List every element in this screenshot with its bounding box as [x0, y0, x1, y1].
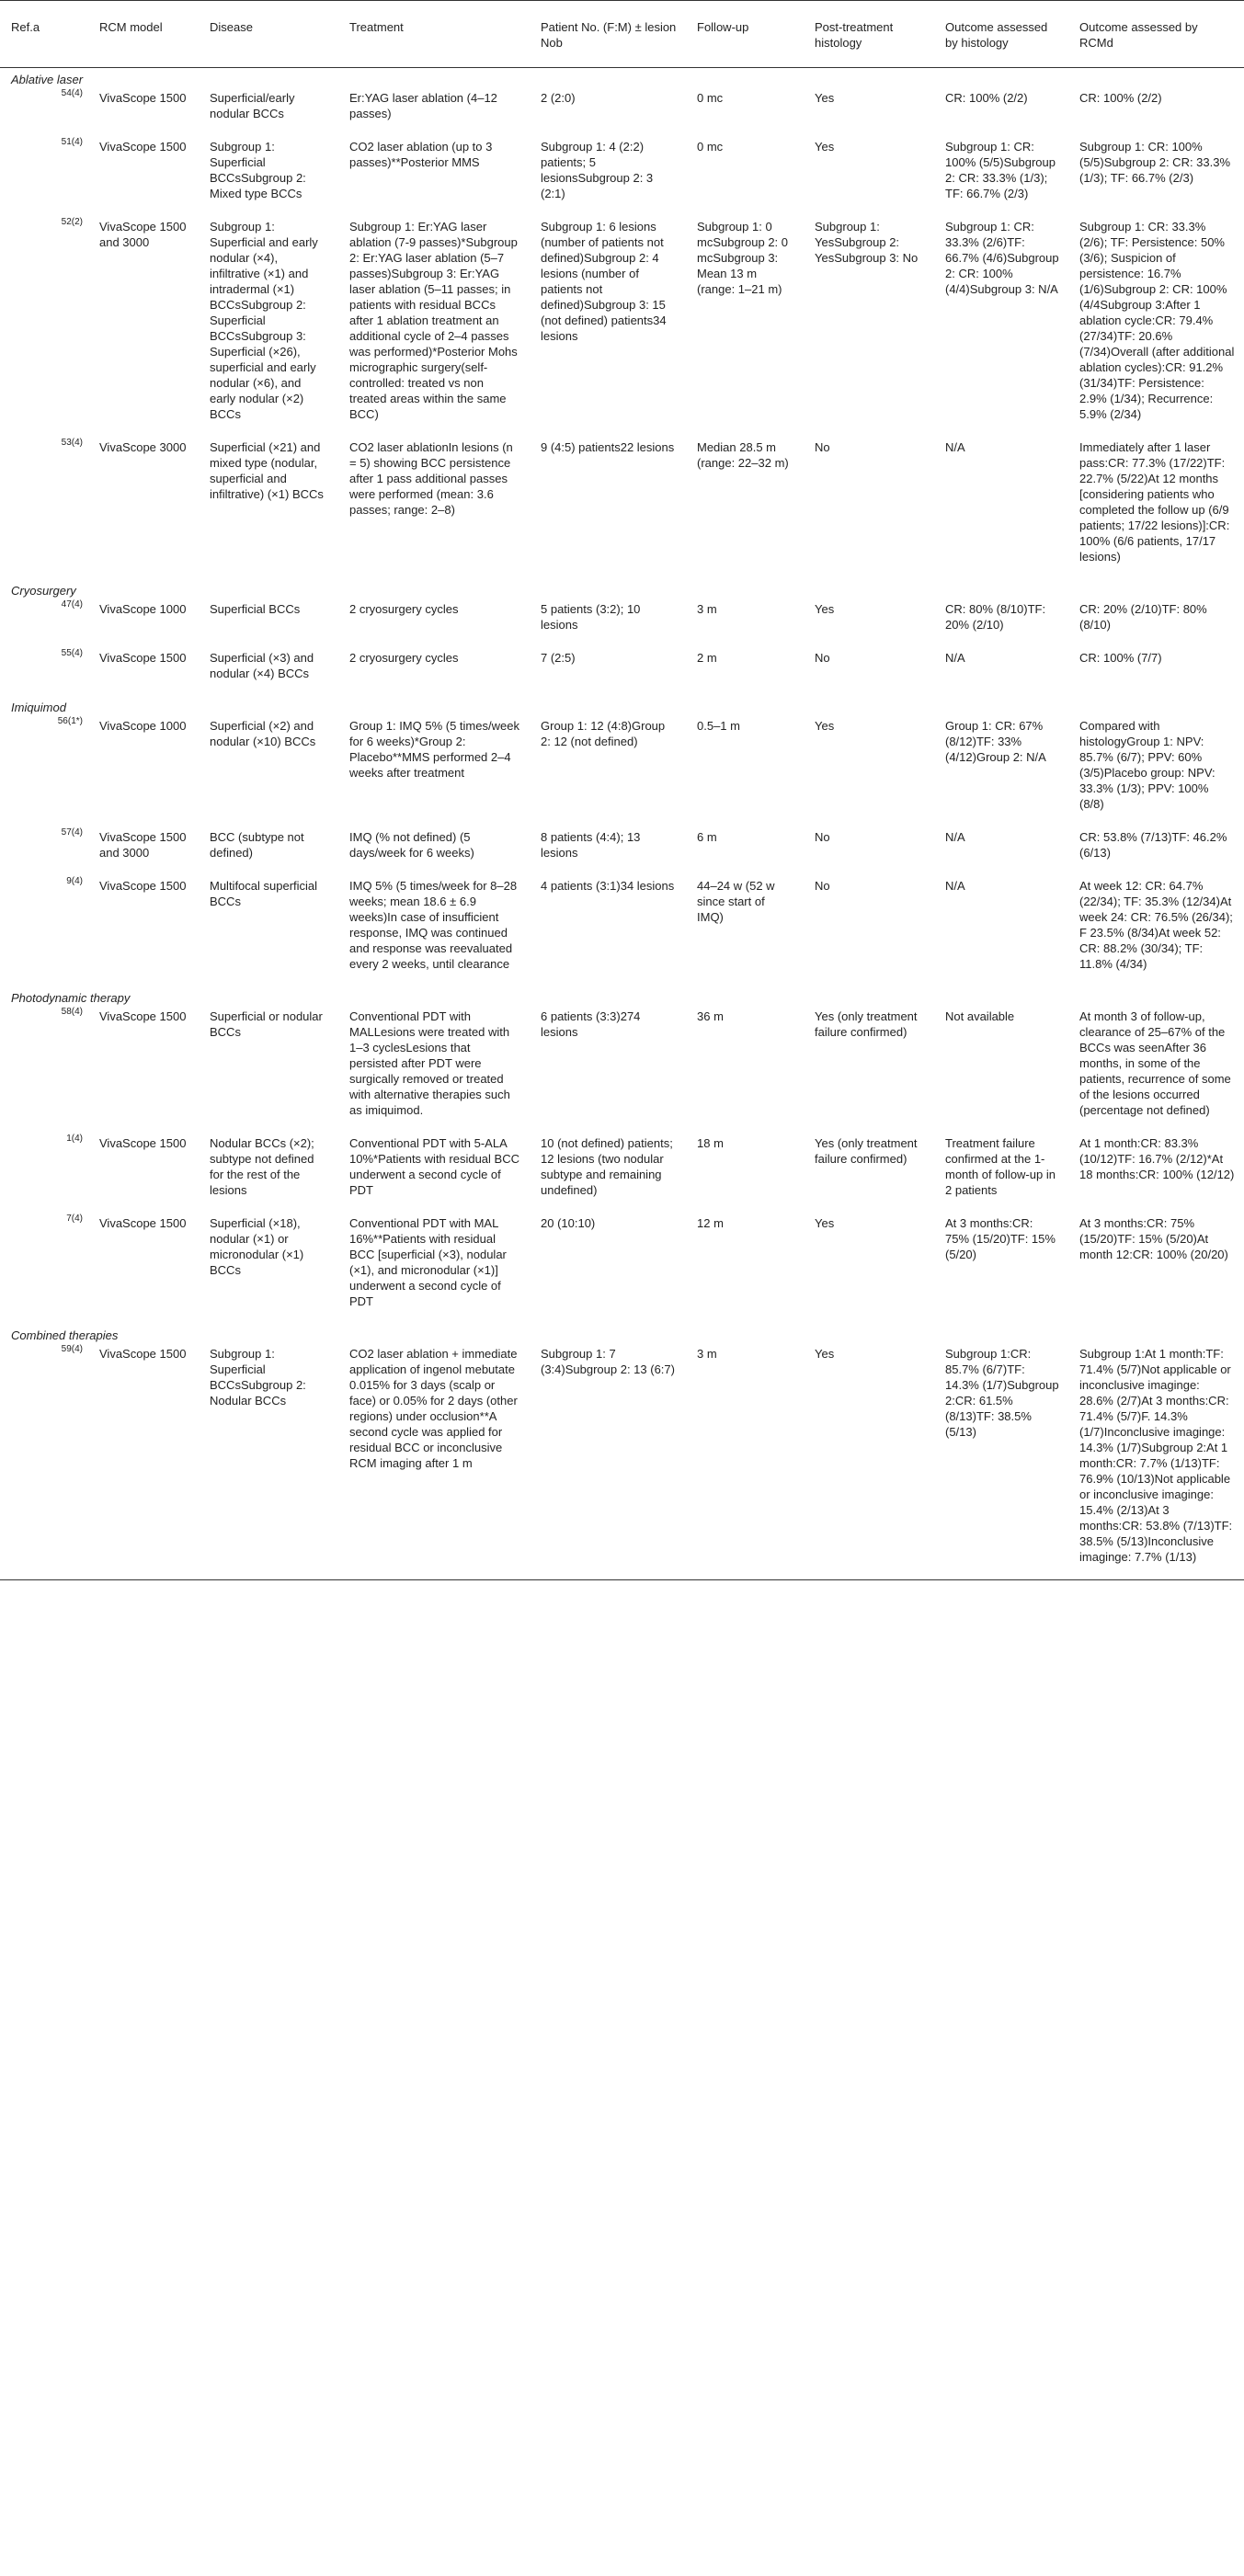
ref-cell: 1(4)	[66, 1134, 83, 1144]
histology-cell: Yes (only treatment failure confirmed)	[815, 1136, 918, 1166]
disease-cell: Superficial (×18), nodular (×1) or micronodular (×1) BCCs	[210, 1216, 304, 1277]
outcome-rcm-cell: CR: 100% (7/7)	[1079, 651, 1162, 665]
disease-cell: Superficial or nodular BCCs	[210, 1009, 323, 1039]
outcome-histology-cell: N/A	[945, 651, 965, 665]
ref-cell: 56(1*)	[57, 716, 83, 726]
table-row	[0, 136, 1244, 216]
rcm-model-cell: VivaScope 1500	[99, 1009, 187, 1023]
section-row	[0, 696, 1244, 715]
table-row	[0, 1133, 1244, 1213]
treatment-cell: 2 cryosurgery cycles	[349, 651, 459, 665]
outcome-rcm-cell: At month 3 of follow-up, clearance of 25–67% of the BCCs was seenAfter 36 months, in some of the patients, recurrence of some of the lesions occurred (percentage not defined)	[1079, 1009, 1231, 1117]
treatment-cell: CO2 laser ablation (up to 3 passes)**Posterior MMS	[349, 140, 493, 169]
disease-cell: Subgroup 1: Superficial BCCsSubgroup 2: Nodular BCCs	[199, 1343, 338, 1580]
patients-cell: 10 (not defined) patients; 12 lesions (two nodular subtype and remaining undefined)	[541, 1136, 673, 1197]
follow-up-cell: 0 mc	[697, 140, 724, 154]
treatment-cell: Subgroup 1: Er:YAG laser ablation (7-9 passes)*Subgroup 2: Er:YAG laser ablation (5–7 passes)Subgroup 3: Er:YAG laser ablation (5–11 passes; in patients with residual BCCs after 1 ablation treatment an additional cycle of 2–4 passes was performed)*Posterior Mohs micrographic surgery(self-controlled: treated vs non treated areas within the same BCC)	[349, 220, 518, 421]
outcome-histology-cell: N/A	[945, 879, 965, 893]
header-outcome-histology: Outcome assessed by histology	[934, 1, 1068, 68]
ref-cell: 59(4)	[0, 1343, 88, 1580]
table-row	[0, 875, 1244, 986]
histology-cell: Yes	[815, 719, 835, 733]
section-title: Cryosurgery	[11, 584, 76, 598]
header-post-histology: Post-treatment histology	[804, 1, 934, 68]
outcome-rcm-cell: Subgroup 1: CR: 100% (5/5)Subgroup 2: CR: 33.3% (1/3); TF: 66.7% (2/3)	[1079, 140, 1231, 185]
patients-cell: 5 patients (3:2); 10 lesions	[541, 602, 641, 632]
table-row	[0, 1213, 1244, 1324]
header-patients: Patient No. (F:M) ± lesion Nob	[530, 1, 686, 68]
outcome-rcm-cell: Subgroup 1:At 1 month:TF: 71.4% (5/7)Not applicable or inconclusive imaginge: 28.6% (2/7)At 3 months:CR: 71.4% (5/7)F. 14.3% (1/7)Inconclusive imaginge: 14.3% (1/7)Subgroup 2:At 1 month:CR: 7.7% (1/13)TF: 76.9% (10/13)Not applicable or inconclusive imaginge: 15.4% (2/13)At 3 months:CR: 53.8% (7/13)TF: 38.5% (5/13)Inconclusive imaginge: 7.7% (1/13)	[1068, 1343, 1244, 1580]
rcm-model-cell: VivaScope 1500	[99, 91, 187, 105]
header-outcome-rcm: Outcome assessed by RCMd	[1068, 1, 1244, 68]
header-disease: Disease	[199, 1, 338, 68]
disease-cell: Multifocal superficial BCCs	[210, 879, 318, 908]
patients-cell: 2 (2:0)	[541, 91, 576, 105]
rcm-model-cell: VivaScope 1500 and 3000	[99, 830, 187, 860]
rcm-model-cell: VivaScope 1500	[99, 140, 187, 154]
ref-cell: 57(4)	[61, 827, 83, 838]
treatment-cell: IMQ 5% (5 times/week for 8–28 weeks; mean 18.6 ± 6.9 weeks)In case of insufficient response, IMQ was continued and response was reevaluated every 2 weeks, until clearance	[349, 879, 518, 971]
outcome-rcm-cell: Subgroup 1: CR: 33.3% (2/6); TF: Persistence: 50% (3/6); Suspicion of persistence: 16.7% (1/6)Subgroup 2: CR: 100% (4/4Subgroup 3:After 1 ablation cycle:CR: 79.4% (27/34)TF: 20.6% (7/34)Overall (after additional ablation cycles):CR: 91.2% (31/34)TF: Persistence: 2.9% (1/34); Recurrence: 5.9% (2/34)	[1079, 220, 1235, 421]
follow-up-cell: 3 m	[697, 602, 717, 616]
outcome-histology-cell: Group 1: CR: 67% (8/12)TF: 33% (4/12)Group 2: N/A	[945, 719, 1046, 764]
table-row	[0, 598, 1244, 647]
outcome-rcm-cell: CR: 100% (2/2)	[1079, 91, 1162, 105]
outcome-histology-cell: CR: 80% (8/10)TF: 20% (2/10)	[945, 602, 1046, 632]
section-title: Ablative laser	[11, 73, 84, 86]
outcome-histology-cell: Treatment failure confirmed at the 1-month of follow-up in 2 patients	[945, 1136, 1056, 1197]
outcome-rcm-cell: At 3 months:CR: 75% (15/20)TF: 15% (5/20)At month 12:CR: 100% (20/20)	[1079, 1216, 1228, 1261]
table-body	[0, 68, 1244, 1580]
follow-up-cell: 18 m	[697, 1136, 724, 1150]
table-row	[0, 1343, 1244, 1580]
follow-up-cell: 0.5–1 m	[697, 719, 740, 733]
histology-cell: No	[815, 879, 830, 893]
follow-up-cell: 12 m	[697, 1216, 724, 1230]
disease-cell: Subgroup 1: Superficial and early nodular (×4), infiltrative (×1) and intradermal (×1) BCCsSubgroup 2: Superficial BCCsSubgroup 3: Superficial (×26), superficial and early nodular (×6), and early nodular (×2) BCCs	[210, 220, 318, 421]
histology-cell: Subgroup 1: YesSubgroup 2: YesSubgroup 3: No	[815, 220, 919, 265]
outcome-histology-cell: N/A	[945, 440, 965, 454]
table-row	[0, 1006, 1244, 1133]
outcome-histology-cell: N/A	[945, 830, 965, 844]
table-row	[0, 437, 1244, 579]
table-row	[0, 216, 1244, 437]
treatment-cell: Conventional PDT with MALLesions were treated with 1–3 cyclesLesions that persisted after PDT were surgically removed or treated with alternative therapies such as imiquimod.	[349, 1009, 510, 1117]
section-row	[0, 579, 1244, 598]
treatment-cell: Conventional PDT with MAL 16%**Patients with residual BCC [superficial (×3), nodular (×1), and micronodular (×1)] underwent a second cycle of PDT	[349, 1216, 507, 1308]
table-header-row	[0, 1, 1244, 68]
table-row	[0, 87, 1244, 136]
rcm-model-cell: VivaScope 1000	[99, 602, 187, 616]
disease-cell: Superficial/early nodular BCCs	[210, 91, 295, 120]
ref-cell: 7(4)	[66, 1214, 83, 1224]
histology-cell: No	[815, 651, 830, 665]
follow-up-cell: 0 mc	[697, 91, 724, 105]
follow-up-cell: Subgroup 1: 0 mcSubgroup 2: 0 mcSubgroup 3: Mean 13 m (range: 1–21 m)	[697, 220, 789, 296]
disease-cell: Superficial (×3) and nodular (×4) BCCs	[210, 651, 314, 680]
patients-cell: Group 1: 12 (4:8)Group 2: 12 (not defined)	[541, 719, 666, 748]
treatment-cell: Conventional PDT with 5-ALA 10%*Patients with residual BCC underwent a second cycle of PDT	[349, 1136, 519, 1197]
outcome-histology-cell: Subgroup 1: CR: 100% (5/5)Subgroup 2: CR: 33.3% (1/3); TF: 66.7% (2/3)	[945, 140, 1056, 200]
follow-up-cell: Median 28.5 m (range: 22–32 m)	[697, 440, 789, 470]
follow-up-cell: 6 m	[697, 830, 717, 844]
table-row	[0, 647, 1244, 696]
outcome-rcm-cell: At 1 month:CR: 83.3% (10/12)TF: 16.7% (2/12)*At 18 months:CR: 100% (12/12)	[1079, 1136, 1235, 1181]
outcome-rcm-cell: Compared with histologyGroup 1: NPV: 85.7% (6/7); PPV: 60% (3/5)Placebo group: NPV: 33.3% (1/3); PPV: 100% (8/8)	[1079, 719, 1215, 811]
rcm-model-cell: VivaScope 1000	[99, 719, 187, 733]
histology-cell: Yes	[815, 91, 835, 105]
histology-cell: Yes (only treatment failure confirmed)	[815, 1009, 918, 1039]
section-title: Photodynamic therapy	[11, 991, 131, 1005]
disease-cell: Nodular BCCs (×2); subtype not defined for the rest of the lesions	[210, 1136, 314, 1197]
outcome-rcm-cell: Immediately after 1 laser pass:CR: 77.3% (17/22)TF: 22.7% (5/22)At 12 months [considering patients who completed the follow up (6/9 patients; 17/22 lesions)]:CR: 100% (6/6 patients, 17/17 lesions)	[1079, 440, 1230, 564]
treatment-cell: 2 cryosurgery cycles	[349, 602, 459, 616]
outcome-histology-cell: Subgroup 1: CR: 33.3% (2/6)TF: 66.7% (4/6)Subgroup 2: CR: 100% (4/4)Subgroup 3: N/A	[945, 220, 1059, 296]
treatment-cell: CO2 laser ablation + immediate application of ingenol mebutate 0.015% for 3 days (scalp or face) or 0.05% for 2 days (other regions) under occlusion**A second cycle was applied for residual BCC or inconclusive RCM imaging after 1 m	[338, 1343, 530, 1580]
patients-cell: 8 patients (4:4); 13 lesions	[541, 830, 641, 860]
patients-cell: 4 patients (3:1)34 lesions	[541, 879, 675, 893]
treatment-cell: Group 1: IMQ 5% (5 times/week for 6 weeks)*Group 2: Placebo**MMS performed 2–4 weeks after treatment	[349, 719, 519, 780]
outcome-histology-cell: CR: 100% (2/2)	[945, 91, 1028, 105]
header-ref: Ref.a	[0, 1, 88, 68]
patients-cell: Subgroup 1: 4 (2:2) patients; 5 lesionsSubgroup 2: 3 (2:1)	[541, 140, 654, 200]
histology-cell: Yes	[815, 140, 835, 154]
disease-cell: BCC (subtype not defined)	[210, 830, 304, 860]
outcome-histology-cell: Subgroup 1:CR: 85.7% (6/7)TF: 14.3% (1/7)Subgroup 2:CR: 61.5% (8/13)TF: 38.5% (5/13)	[934, 1343, 1068, 1580]
patients-cell: 6 patients (3:3)274 lesions	[541, 1009, 641, 1039]
follow-up-cell: 3 m	[686, 1343, 804, 1580]
rcm-model-cell: VivaScope 1500	[88, 1343, 199, 1580]
section-title: Imiquimod	[11, 701, 66, 714]
ref-cell: 53(4)	[61, 438, 83, 448]
section-row	[0, 1324, 1244, 1343]
outcome-histology-cell: Not available	[945, 1009, 1015, 1023]
ref-cell: 9(4)	[66, 876, 83, 886]
treatment-cell: Er:YAG laser ablation (4–12 passes)	[349, 91, 497, 120]
histology-cell: Yes	[815, 602, 835, 616]
rcm-model-cell: VivaScope 1500	[99, 1136, 187, 1150]
ref-cell: 51(4)	[61, 137, 83, 147]
header-rcm-model: RCM model	[88, 1, 199, 68]
disease-cell: Superficial (×2) and nodular (×10) BCCs	[210, 719, 316, 748]
rcm-model-cell: VivaScope 1500	[99, 1216, 187, 1230]
outcome-rcm-cell: CR: 53.8% (7/13)TF: 46.2% (6/13)	[1079, 830, 1227, 860]
section-row	[0, 986, 1244, 1006]
disease-cell: Superficial BCCs	[210, 602, 301, 616]
header-follow-up: Follow-up	[686, 1, 804, 68]
follow-up-cell: 2 m	[697, 651, 717, 665]
header-treatment: Treatment	[338, 1, 530, 68]
ref-cell: 55(4)	[61, 648, 83, 658]
table-row	[0, 826, 1244, 875]
patients-cell: Subgroup 1: 6 lesions (number of patients not defined)Subgroup 2: 4 lesions (number of patients not defined)Subgroup 3: 15 (not defined) patients34 lesions	[541, 220, 667, 343]
rcm-model-cell: VivaScope 1500	[99, 651, 187, 665]
rcm-model-cell: VivaScope 1500	[99, 879, 187, 893]
follow-up-cell: 44–24 w (52 w since start of IMQ)	[697, 879, 775, 924]
ref-cell: 58(4)	[61, 1007, 83, 1017]
outcome-rcm-cell: CR: 20% (2/10)TF: 80% (8/10)	[1079, 602, 1207, 632]
patients-cell: 9 (4:5) patients22 lesions	[541, 440, 675, 454]
rcm-model-cell: VivaScope 3000	[99, 440, 187, 454]
patients-cell: Subgroup 1: 7 (3:4)Subgroup 2: 13 (6:7)	[530, 1343, 686, 1580]
section-title: Combined therapies	[11, 1328, 119, 1342]
ref-cell: 47(4)	[61, 599, 83, 610]
follow-up-cell: 36 m	[697, 1009, 724, 1023]
rcm-model-cell: VivaScope 1500 and 3000	[99, 220, 187, 249]
ref-cell: 52(2)	[61, 217, 83, 227]
disease-cell: Subgroup 1: Superficial BCCsSubgroup 2: Mixed type BCCs	[210, 140, 306, 200]
table-row	[0, 715, 1244, 826]
histology-cell: No	[815, 830, 830, 844]
histology-cell: Yes	[804, 1343, 934, 1580]
histology-cell: Yes	[815, 1216, 835, 1230]
outcome-histology-cell: At 3 months:CR: 75% (15/20)TF: 15% (5/20)	[945, 1216, 1056, 1261]
treatment-cell: IMQ (% not defined) (5 days/week for 6 weeks)	[349, 830, 474, 860]
patients-cell: 20 (10:10)	[541, 1216, 596, 1230]
disease-cell: Superficial (×21) and mixed type (nodular, superficial and infiltrative) (×1) BCCs	[210, 440, 324, 501]
ref-cell: 54(4)	[61, 88, 83, 98]
patients-cell: 7 (2:5)	[541, 651, 576, 665]
treatment-cell: CO2 laser ablationIn lesions (n = 5) showing BCC persistence after 1 pass additional passes were performed (mean: 3.6 passes; range: 2–8)	[349, 440, 513, 517]
section-row	[0, 68, 1244, 88]
histology-cell: No	[815, 440, 830, 454]
outcome-rcm-cell: At week 12: CR: 64.7% (22/34); TF: 35.3% (12/34)At week 24: CR: 76.5% (26/34); F 23.5% (8/34)At week 52: CR: 88.2% (30/34); TF: 11.8% (4/34)	[1079, 879, 1233, 971]
